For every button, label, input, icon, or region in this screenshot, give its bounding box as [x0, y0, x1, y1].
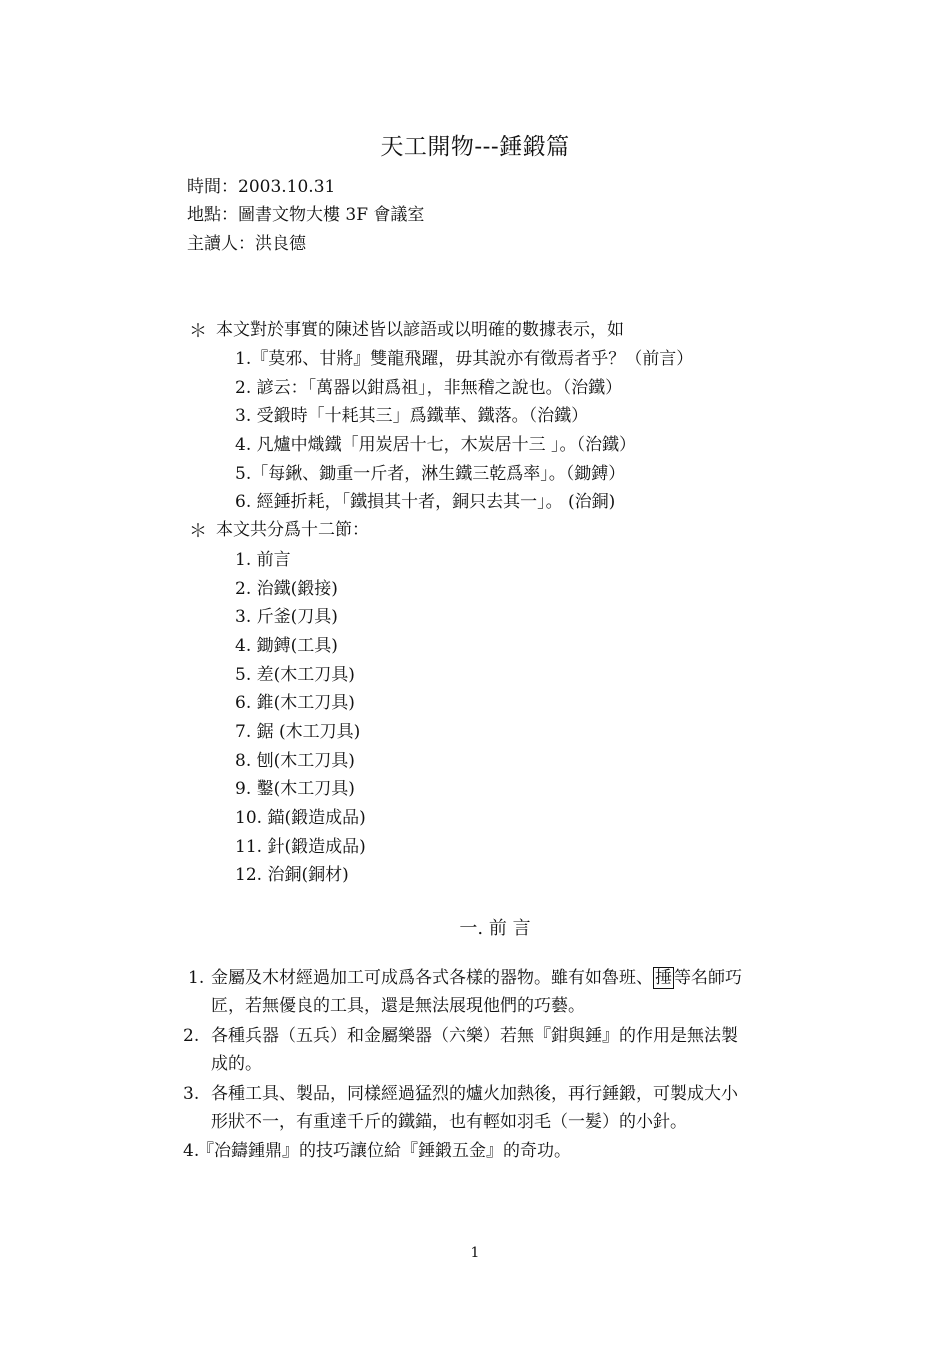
meta-speaker: 主讀人：洪良德	[187, 234, 306, 254]
paragraph-text: 等名師巧	[674, 968, 742, 988]
paragraph-line	[211, 964, 742, 992]
intro-item: 2. 諺云：「萬器以鉗爲祖」，非無稽之說也。（治鐵）	[235, 378, 623, 398]
page-number: 1	[470, 1245, 480, 1261]
section-item: 10. 錨(鍛造成品)	[235, 808, 366, 828]
section-item: 1. 前言	[235, 550, 291, 570]
section-item: 4. 鋤鎛(工具)	[235, 636, 338, 656]
section-item: 6. 錐(木工刀具)	[235, 693, 355, 713]
document-title: 天工開物---錘鍛篇	[380, 134, 570, 160]
paragraph-line: 『冶鑄鍾鼎』的技巧讓位給『錘鍛五金』的奇功。	[197, 1141, 571, 1161]
boxed-character: 捶	[655, 968, 672, 988]
chapter-heading: 一. 前 言	[459, 918, 531, 939]
paragraph-number: 3.	[183, 1084, 200, 1104]
sections-lead: 本文共分爲十二節：	[216, 520, 369, 540]
intro-lead: 本文對於事實的陳述皆以諺語或以明確的數據表示，如	[216, 320, 624, 340]
intro-item: 5.「每鍬、鋤重一斤者，淋生鐵三乾爲率」。（鋤鎛）	[235, 464, 626, 484]
section-item: 5. 差(木工刀具)	[235, 665, 355, 685]
paragraph-number: 1.	[188, 968, 205, 988]
intro-item: 6. 經錘折耗，「鐵損其十者，銅只去其一」。 (治銅)	[235, 492, 616, 512]
section-item: 8. 刨(木工刀具)	[235, 751, 355, 771]
section-item: 12. 治銅(銅材)	[235, 865, 349, 885]
paragraph-line: 形狀不一，有重達千斤的鐵錨，也有輕如羽毛（一髮）的小針。	[211, 1112, 687, 1132]
section-item: 9. 鑿(木工刀具)	[235, 779, 355, 799]
paragraph-line: 各種兵器（五兵）和金屬樂器（六樂）若無『鉗與錘』的作用是無法製	[211, 1026, 738, 1046]
intro-item: 3. 受鍛時「十耗其三」爲鐵華、鐵落。（治鐵）	[235, 406, 589, 426]
paragraph-line: 各種工具、製品，同樣經過猛烈的爐火加熱後，再行錘鍛，可製成大小	[211, 1084, 738, 1104]
paragraph-line: 匠，若無優良的工具，還是無法展現他們的巧藝。	[211, 996, 585, 1016]
bullet-marker: ＊	[189, 521, 207, 542]
section-item: 2. 治鐵(鍛接)	[235, 579, 338, 599]
intro-item: 4. 凡爐中熾鐵「用炭居十七，木炭居十三 」。（治鐵）	[235, 435, 637, 455]
section-item: 3. 斤釜(刀具)	[235, 607, 338, 627]
paragraph-number: 4.	[183, 1141, 200, 1161]
bullet-marker: ＊	[189, 321, 207, 342]
section-item: 11. 針(鍛造成品)	[235, 837, 366, 857]
paragraph-line: 成的。	[211, 1054, 262, 1074]
paragraph-number: 2.	[183, 1026, 200, 1046]
intro-item: 1.『莫邪、甘將』雙龍飛躍，毋其說亦有徵焉者乎？（前言）	[235, 349, 694, 369]
meta-time: 時間：2003.10.31	[187, 177, 336, 197]
meta-place: 地點：圖書文物大樓 3F 會議室	[187, 205, 425, 225]
section-item: 7. 鋸 (木工刀具)	[235, 722, 361, 742]
paragraph-text: 金屬及木材經過加工可成爲各式各樣的器物。雖有如魯班、	[211, 968, 653, 988]
